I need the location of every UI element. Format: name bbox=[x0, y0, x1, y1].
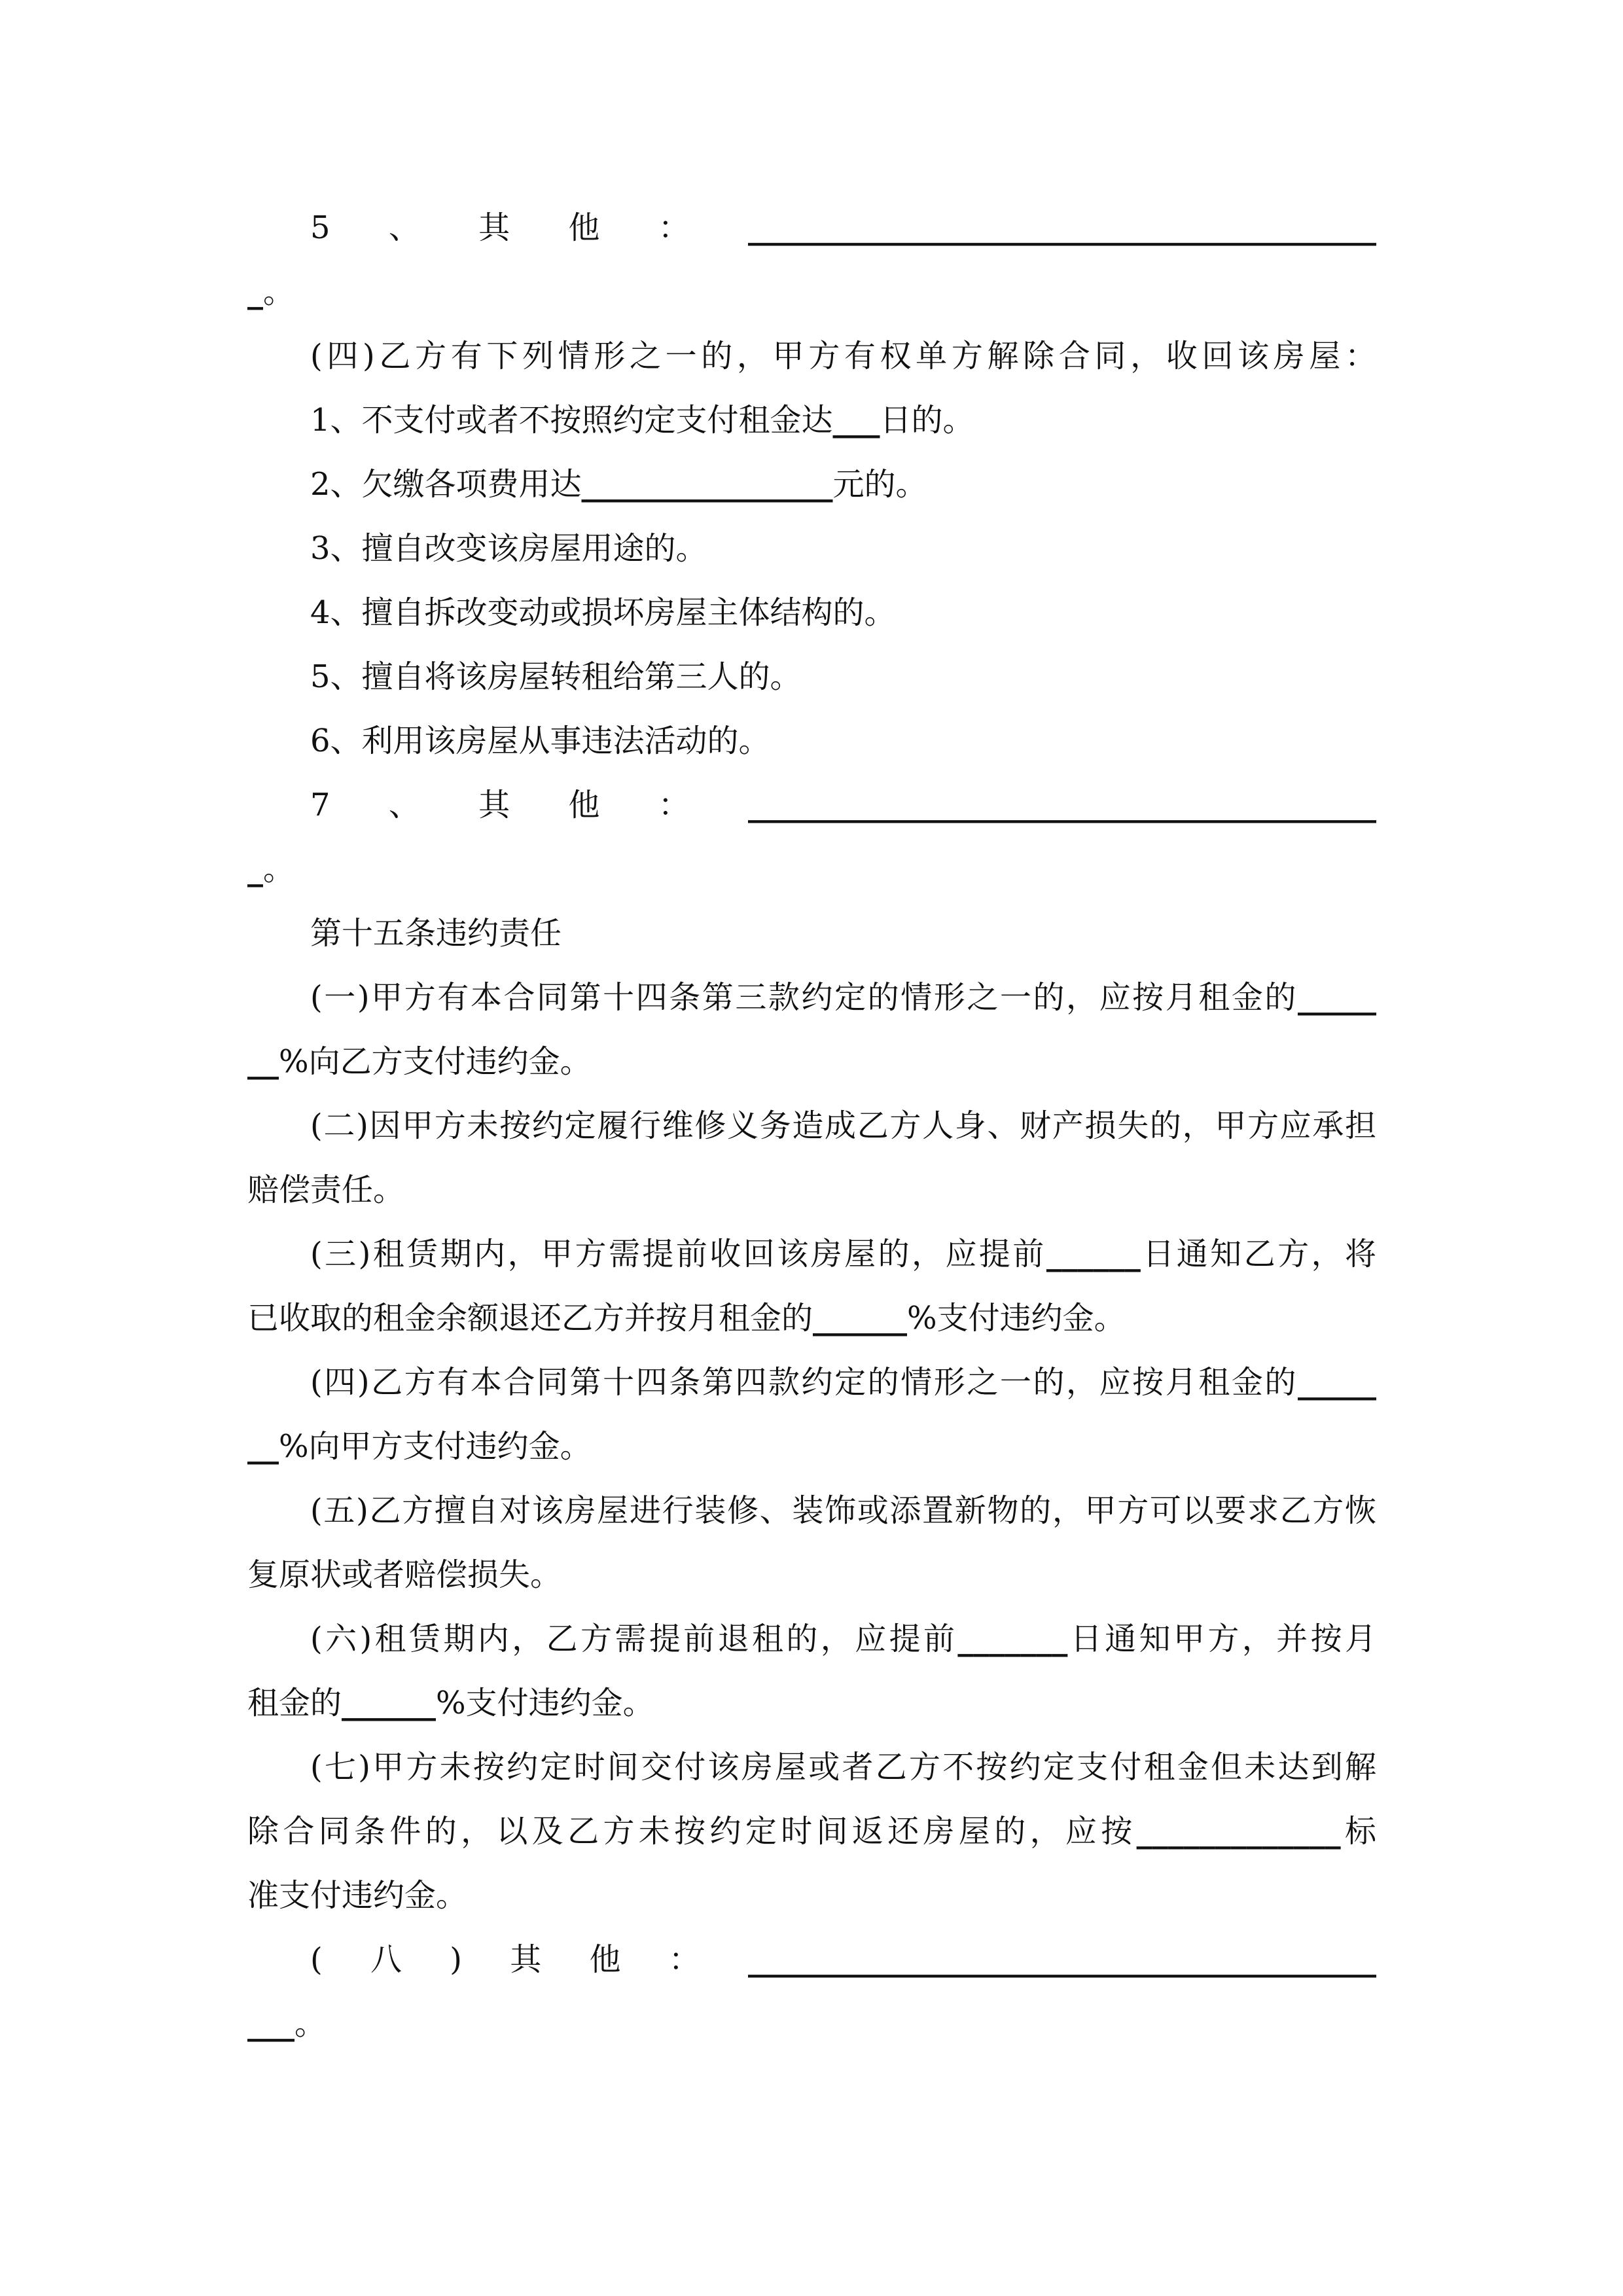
clause-4-2: 2、欠缴各项费用达________________元的。 bbox=[310, 466, 927, 503]
clause-4-7-other-cont: _。 bbox=[247, 851, 295, 888]
fill-in-blank: ___ bbox=[832, 402, 880, 439]
liability-1: (一)甲方有本合同第十四条第三款约定的情形之一的，应按月租金的_____ bbox=[310, 979, 1376, 1016]
fill-in-blank: _____ bbox=[1298, 979, 1376, 1016]
liability-7-cont-2: 准支付违约金。 bbox=[247, 1877, 468, 1914]
clause-4-7-other: 7、其他：________________________________________ bbox=[310, 787, 1376, 823]
clause-4-3: 3、擅自改变该房屋用途的。 bbox=[310, 530, 707, 567]
clause-4-1: 1、不支付或者不按照约定支付租金达___日的。 bbox=[310, 402, 974, 439]
fill-in-blank: _ bbox=[247, 274, 263, 310]
liability-5: (五)乙方擅自对该房屋进行装修、装饰或添置新物的，甲方可以要求乙方恢 bbox=[310, 1492, 1376, 1529]
fill-in-blank: __ bbox=[247, 1428, 279, 1465]
fill-in-blank: ________________________________________ bbox=[748, 1941, 1376, 1978]
clause-4-5: 5、擅自将该房屋转租给第三人的。 bbox=[310, 658, 802, 695]
liability-6-cont: 租金的______%支付违约金。 bbox=[247, 1685, 654, 1721]
liability-5-cont: 复原状或者赔偿损失。 bbox=[247, 1556, 562, 1593]
fill-in-blank: __ bbox=[247, 1043, 279, 1080]
liability-7-cont: 除合同条件的，以及乙方未按约定时间返还房屋的，应按_____________标 bbox=[247, 1813, 1376, 1850]
fill-in-blank: ______ bbox=[813, 1300, 908, 1336]
fill-in-blank: ______ bbox=[342, 1685, 437, 1721]
clause-3-5-other-cont: _。 bbox=[247, 274, 295, 310]
article-15-heading: 第十五条违约责任 bbox=[310, 915, 562, 952]
fill-in-blank: _______ bbox=[957, 1621, 1068, 1657]
fill-in-blank: ______ bbox=[1046, 1236, 1141, 1272]
clause-4-4: 4、擅自拆改变动或损坏房屋主体结构的。 bbox=[310, 594, 896, 631]
fill-in-blank: ________________________________________ bbox=[748, 209, 1376, 246]
liability-8-other: (八)其他：________________________________________ bbox=[310, 1941, 1376, 1978]
fill-in-blank: _ bbox=[247, 851, 263, 888]
liability-7: (七)甲方未按约定时间交付该房屋或者乙方不按约定支付租金但未达到解 bbox=[310, 1749, 1376, 1785]
liability-1-cont: __%向乙方支付违约金。 bbox=[247, 1043, 592, 1080]
fill-in-blank: _____________ bbox=[1136, 1813, 1341, 1850]
fill-in-blank: ________________ bbox=[581, 466, 833, 503]
liability-4-cont: __%向甲方支付违约金。 bbox=[247, 1428, 592, 1465]
liability-8-other-cont: ___。 bbox=[247, 2005, 327, 2042]
clause-3-5-other: 5、其他：________________________________________ bbox=[310, 209, 1376, 246]
liability-2-cont: 赔偿责任。 bbox=[247, 1172, 405, 1208]
fill-in-blank: _____ bbox=[1298, 1364, 1376, 1401]
liability-2: (二)因甲方未按约定履行维修义务造成乙方人身、财产损失的，甲方应承担 bbox=[310, 1107, 1376, 1144]
liability-4: (四)乙方有本合同第十四条第四款约定的情形之一的，应按月租金的_____ bbox=[310, 1364, 1376, 1401]
liability-6: (六)租赁期内，乙方需提前退租的，应提前_______日通知甲方，并按月 bbox=[310, 1621, 1376, 1657]
clause-4-6: 6、利用该房屋从事违法活动的。 bbox=[310, 723, 770, 759]
fill-in-blank: ________________________________________ bbox=[748, 787, 1376, 823]
liability-3-cont: 已收取的租金余额退还乙方并按月租金的______%支付违约金。 bbox=[247, 1300, 1126, 1336]
liability-3: (三)租赁期内，甲方需提前收回该房屋的，应提前______日通知乙方，将 bbox=[310, 1236, 1376, 1272]
fill-in-blank: ___ bbox=[247, 2005, 294, 2042]
section-4-heading: (四)乙方有下列情形之一的，甲方有权单方解除合同，收回该房屋： bbox=[310, 338, 1376, 374]
